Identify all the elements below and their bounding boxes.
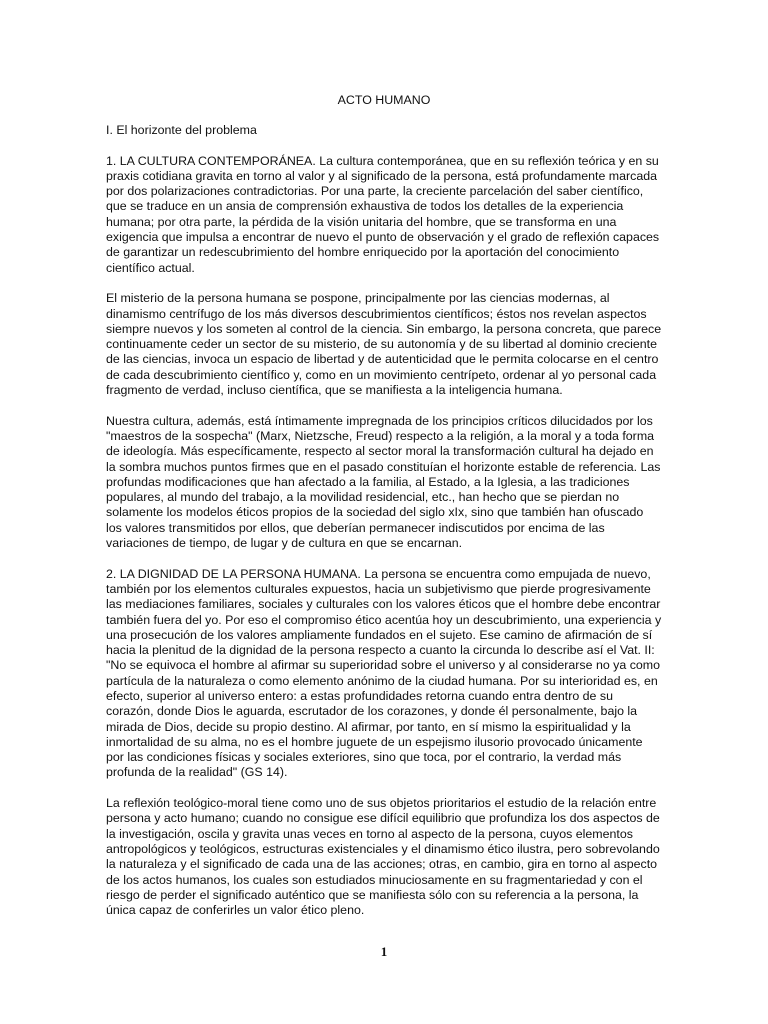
paragraph-misterio-persona: El misterio de la persona humana se pospone, principalmente por las ciencias modernas, al dinamismo centrífugo de los más diversos descubrimientos científicos; éstos nos revelan aspectos siempre nuevos y los someten al control de la ciencia. Sin embargo, la persona concreta, que parece continuamente ceder un sector de su misterio, de su autonomía y de su libertad al dominio creciente de las ciencias, invoca un espacio de libertad y de autenticidad que le permita colocarse en el centro de cada descubrimiento científico y, como en un movimiento centrípeto, ordenar al yo personal cada fragmento de verdad, incluso científica, que se manifiesta a la inteligencia humana.: [106, 291, 662, 398]
document-title: ACTO HUMANO: [337, 93, 431, 107]
page-number: 1: [380, 944, 388, 959]
section-heading: I. El horizonte del problema: [106, 123, 257, 138]
paragraph-nuestra-cultura: Nuestra cultura, además, está íntimamente impregnada de los principios críticos dilucidados por los "maestros de la sospecha" (Marx, Nietzsche, Freud) respecto a la religión, a la moral y a toda forma de ideología. Más específicamente, respecto al sector moral la transformación cultural ha dejado en la sombra muchos puntos firmes que en el pasado constituían el horizonte estable de referencia. Las profundas modificaciones que han afectado a la familia, al Estado, a la Iglesia, a las tradiciones populares, al mundo del trabajo, a la movilidad residencial, etc., han hecho que se pierdan no solamente los modelos éticos propios de la sociedad del siglo xIx, sino que también han ofuscado los valores transmitidos por ellos, que deberían permanecer indiscutidos por encima de las variaciones de tiempo, de lugar y de cultura en que se encarnan.: [106, 413, 661, 551]
paragraph-dignidad-persona: 2. LA DIGNIDAD DE LA PERSONA HUMANA. La persona se encuentra como empujada de nuevo, también por los elementos culturales expuestos, hacia un subjetivismo que pierde progresivamente las mediaciones familiares, sociales y culturales con los valores éticos que el hombre debe encontrar también fuera del yo. Por eso el compromiso ético acentúa hoy un descubrimiento, una experiencia y una prosecución de los valores ampliamente fundados en el sujeto. Ese camino de afirmación de sí hacia la plenitud de la dignidad de la persona respecto a cuanto la circunda lo describe así el Vat. II: "No se equivoca el hombre al afirmar su superioridad sobre el universo y al considerarse no ya como partícula de la naturaleza o como elemento anónimo de la ciudad humana. Por su interioridad es, en efecto, superior al universo entero: a estas profundidades retorna cuando entra dentro de su corazón, donde Dios le aguarda, escrutador de los corazones, y donde él personalmente, bajo la mirada de Dios, decide su propio destino. Al afirmar, por tanto, en sí mismo la espiritualidad y la inmortalidad de su alma, no es el hombre juguete de un espejismo ilusorio provocado únicamente por las condiciones físicas y sociales exteriores, sino que toca, por el contrario, la verdad más profunda de la realidad" (GS 14).: [106, 566, 662, 780]
paragraph-reflexion-teologico-moral: La reflexión teológico-moral tiene como uno de sus objetos prioritarios el estudio de la relación entre persona y acto humano; cuando no consigue ese difícil equilibrio que profundiza los dos aspectos de la investigación, oscila y gravita unas veces en torno al aspecto de la persona, cuyos elementos antropológicos y teológicos, estructuras existenciales y el dinamismo ético ilustra, pero sobrevolando la naturaleza y el significado de cada una de las acciones; otras, en cambio, gira en torno al aspecto de los actos humanos, los cuales son estudiados minuciosamente en su fragmentariedad y con el riesgo de perder el significado auténtico que se manifiesta sólo con su referencia a la persona, la única capaz de conferirles un valor ético pleno.: [106, 796, 660, 918]
paragraph-cultura-contemporanea: 1. LA CULTURA CONTEMPORÁNEA. La cultura contemporánea, que en su reflexión teórica y en su praxis cotidiana gravita en torno al valor y al significado de la persona, está profundamente marcada por dos polarizaciones contradictorias. Por una parte, la creciente parcelación del saber científico, que se traduce en un ansia de comprensión exhaustiva de todos los detalles de la experiencia humana; por otra parte, la pérdida de la visión unitaria del hombre, que se transforma en una exigencia que impulsa a encontrar de nuevo el punto de observación y el grado de reflexión capaces de garantizar un redescubrimiento del hombre enriquecido por la aportación del conocimiento científico actual.: [106, 153, 660, 275]
document-body: [106, 93, 662, 934]
